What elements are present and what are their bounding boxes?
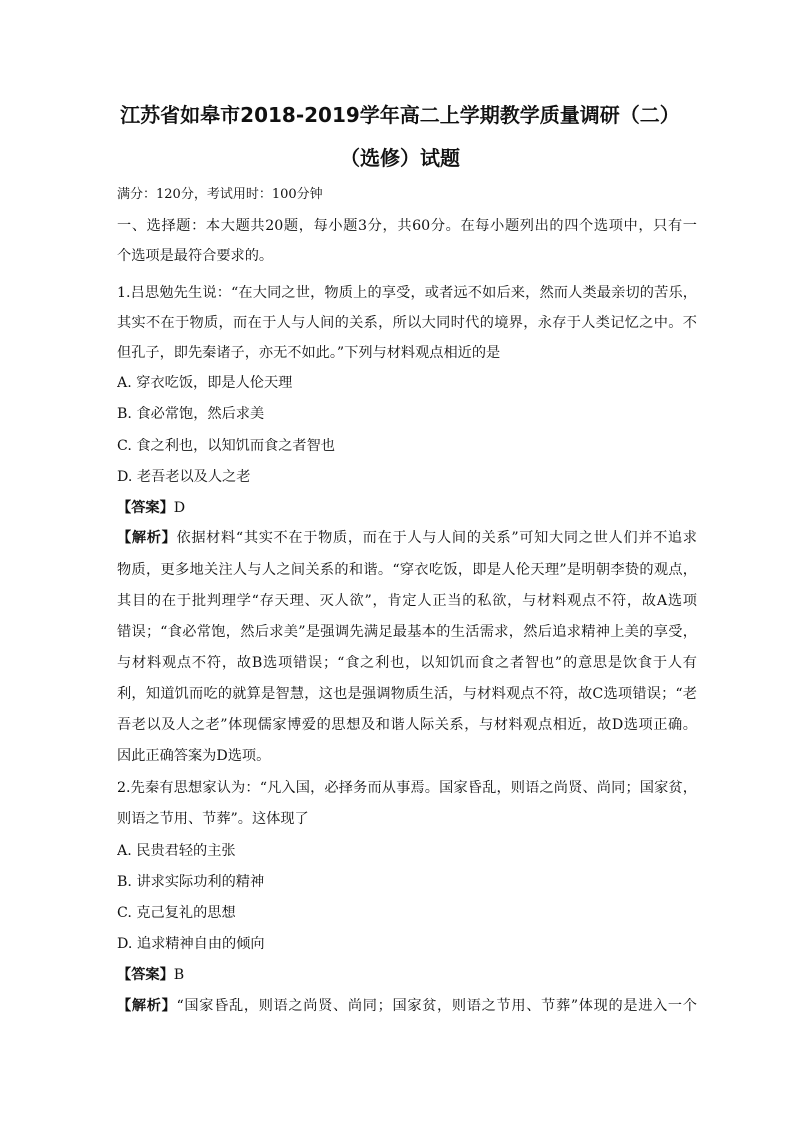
analysis-line: 物质，更多地关注人与人之间关系的和谐。“穿衣吃饭，即是人伦天理”是明朝李贽的观点，: [117, 562, 697, 578]
question-1-analysis: [117, 528, 697, 548]
question-2-option-b: B. 讲求实际功利的精神: [117, 874, 265, 890]
analysis-line: 与材料观点不符，故B选项错误；“食之利也，以知饥而食之者智也”的意思是饮食于人有: [117, 655, 697, 671]
question-2-option-c: C. 克己复礼的思想: [117, 905, 236, 921]
analysis-line: 错误；“食必常饱，然后求美”是强调先满足最基本的生活需求，然后追求精神上美的享受，: [117, 624, 697, 640]
question-1-option-c: C. 食之利也，以知饥而食之者智也: [117, 438, 335, 454]
question-2-stem: 2.先秦有思想家认为：“凡入国，必择务而从事焉。国家昏乱，则语之尚贤、尚同；国家贫，: [117, 780, 697, 796]
section-intro-cont: 个选项是最符合要求的。: [117, 248, 274, 264]
section-intro: 一、选择题：本大题共20题，每小题3分，共60分。在每小题列出的四个选项中，只有一: [117, 218, 697, 234]
exam-meta: 满分：120分，考试用时：100分钟: [117, 187, 323, 202]
question-2-option-d: D. 追求精神自由的倾向: [117, 936, 265, 952]
question-1-option-a: A. 穿衣吃饭，即是人伦天理: [117, 375, 293, 391]
document-subtitle: （选修）试题: [340, 146, 460, 170]
question-2-answer: [117, 965, 697, 985]
answer-tag: 【答案】: [117, 967, 174, 983]
analysis-tag: 【解析】: [117, 530, 177, 546]
question-2-option-a: A. 民贵君轻的主张: [117, 843, 236, 859]
answer-value: D: [173, 500, 186, 516]
analysis-line: 吾老以及人之老”体现儒家博爱的思想及和谐人际关系，与材料观点相近，故D选项正确。: [117, 717, 697, 733]
question-1-answer: [117, 498, 697, 518]
analysis-text: “国家昏乱，则语之尚贤、尚同；国家贫，则语之节用、节葬”体现的是进入一个: [176, 998, 697, 1014]
answer-tag: 【答案】: [117, 500, 174, 516]
analysis-text: 依据材料“其实不在于物质，而在于人与人间的关系”可知大同之世人们并不追求: [176, 530, 697, 546]
analysis-line: 利，知道饥而吃的就算是智慧，这也是强调物质生活，与材料观点不符，故C选项错误；“老: [117, 686, 697, 702]
question-2-stem-cont: 则语之节用、节葬”。这体现了: [117, 811, 309, 827]
question-1-stem-cont: 其实不在于物质，而在于人与人间的关系，所以大同时代的境界，永存于人类记忆之中。不: [117, 315, 697, 331]
question-2-analysis: [117, 996, 697, 1016]
analysis-line: 其目的在于批判理学“存天理、灭人欲”，肯定人正当的私欲，与材料观点不符，故A选项: [117, 593, 697, 609]
document-title: 江苏省如皋市2018-2019学年高二上学期教学质量调研（二）: [120, 103, 680, 127]
question-1-option-d: D. 老吾老以及人之老: [117, 469, 251, 485]
question-1-stem: 1.吕思勉先生说：“在大同之世，物质上的享受，或者远不如后来，然而人类最亲切的苦乐，: [117, 285, 697, 301]
analysis-tag: 【解析】: [117, 998, 177, 1014]
analysis-line: 因此正确答案为D选项。: [117, 748, 271, 764]
question-1-stem-end: 但孔子，即先秦诸子，亦无不如此。”下列与材料观点相近的是: [117, 345, 501, 361]
answer-value: B: [173, 967, 185, 983]
question-1-option-b: B. 食必常饱，然后求美: [117, 406, 265, 422]
